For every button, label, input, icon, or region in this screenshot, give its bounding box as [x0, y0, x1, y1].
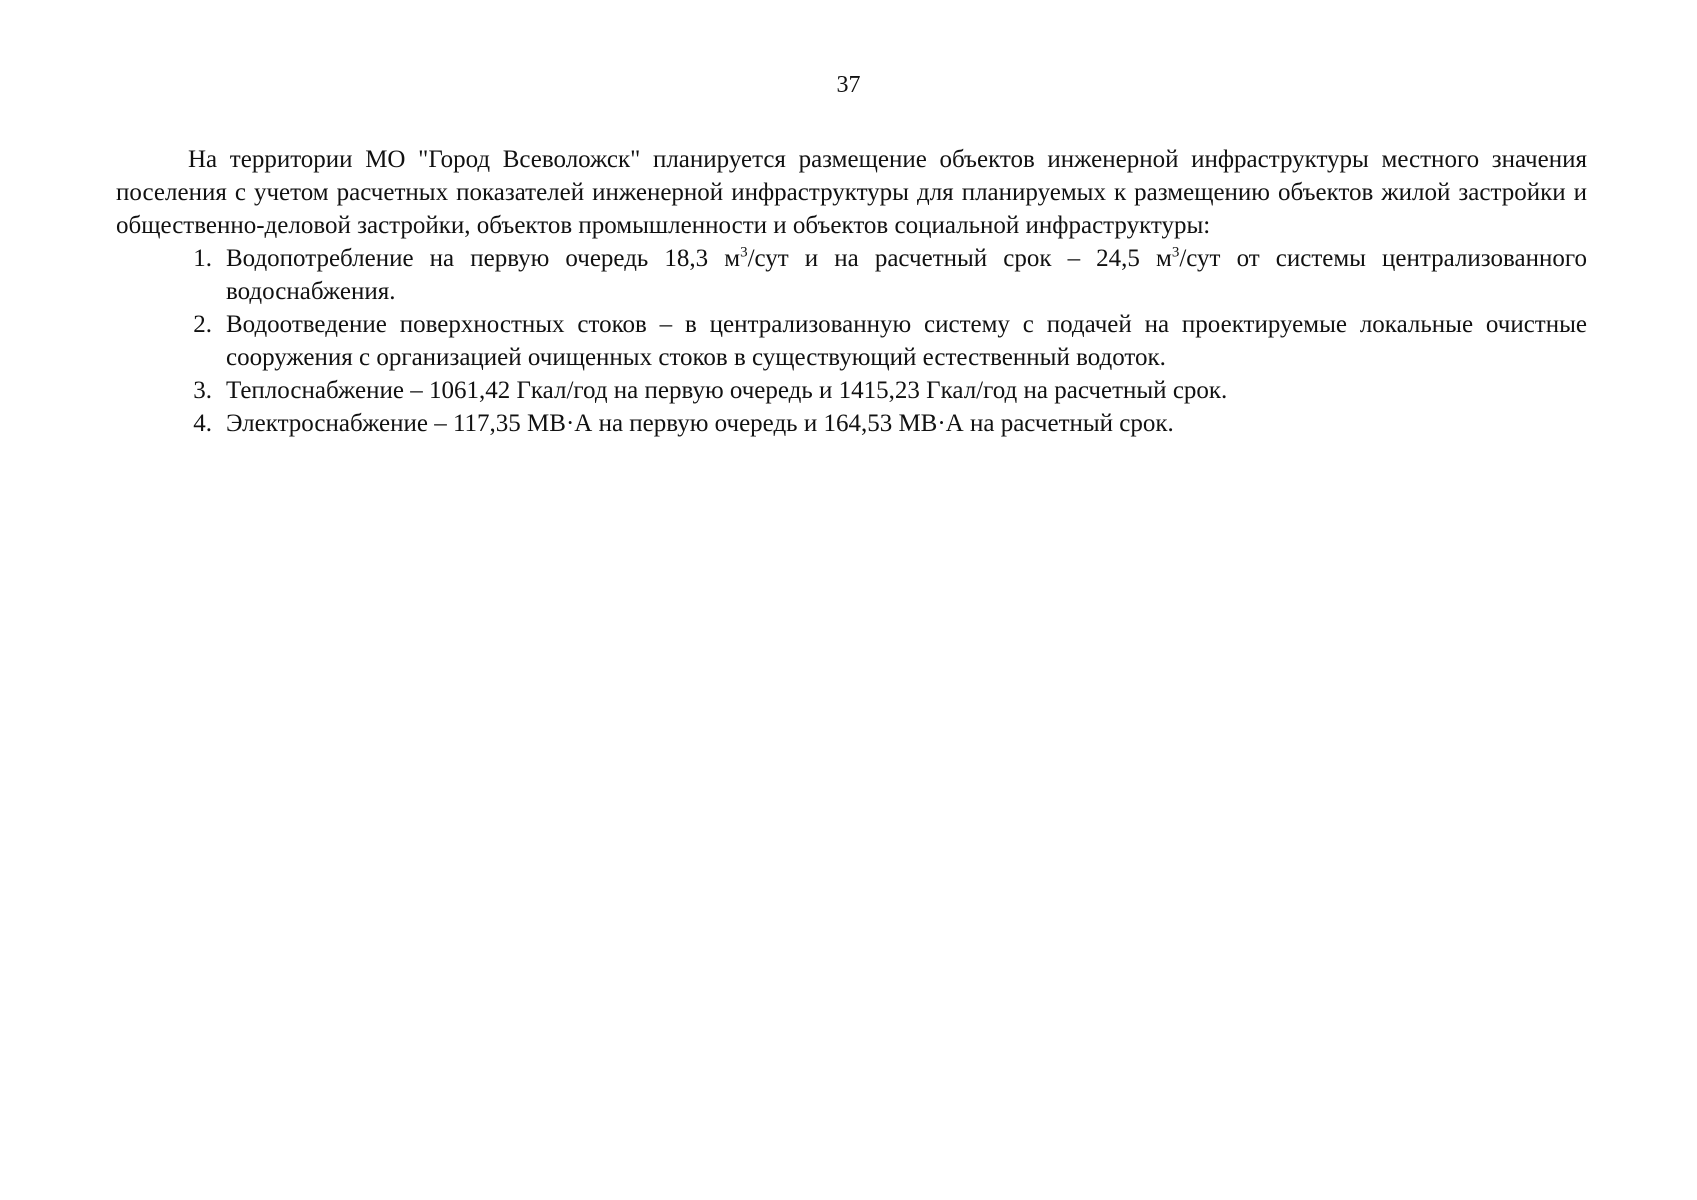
- list-item-number: 1.: [193, 245, 212, 272]
- cubic-superscript: 3: [1171, 244, 1180, 261]
- intro-paragraph: На территории МО "Город Всеволожск" планируется размещение объектов инженерной инфраструктуры местного значения поселения с учетом расчетных показателей инженерной инфраструктуры для планируемых к размещению объектов жилой застройки и общественно-деловой застройки, объектов промышленности и объектов социальной инфраструктуры:: [116, 146, 1587, 239]
- page-number: 37: [836, 72, 861, 98]
- list-item-water-supply: [116, 242, 1587, 308]
- list-item-text: [226, 242, 1587, 308]
- list-item-drainage: [116, 308, 1587, 374]
- water-supply-text-part3: /сут от системы централизованного водоснабжения.: [226, 245, 1587, 305]
- list-item-text: Теплоснабжение – 1061,42 Гкал/год на первую очередь и 1415,23 Гкал/год на расчетный срок.: [226, 377, 1228, 404]
- list-item-text: Водоотведение поверхностных стоков – в централизованную систему с подачей на проектируемые локальные очистные сооружения с организацией очищенных стоков в существующий естественный водоток.: [226, 311, 1587, 371]
- list-item-text: Электроснабжение – 117,35 МВ·А на первую очередь и 164,53 МВ·А на расчетный срок.: [226, 410, 1174, 437]
- water-supply-text-part1: Водопотребление на первую очередь 18,3 м: [226, 245, 741, 272]
- water-supply-text-part2: /сут и на расчетный срок – 24,5 м: [747, 245, 1172, 272]
- requirements-list: [116, 242, 1587, 440]
- list-item-number: 2.: [193, 311, 212, 338]
- list-item-power-supply: [116, 407, 1587, 440]
- document-body: [116, 143, 1587, 440]
- list-item-heat-supply: [116, 374, 1587, 407]
- cubic-superscript: 3: [740, 244, 748, 261]
- list-item-number: 3.: [193, 377, 212, 404]
- list-item-number: 4.: [193, 410, 212, 437]
